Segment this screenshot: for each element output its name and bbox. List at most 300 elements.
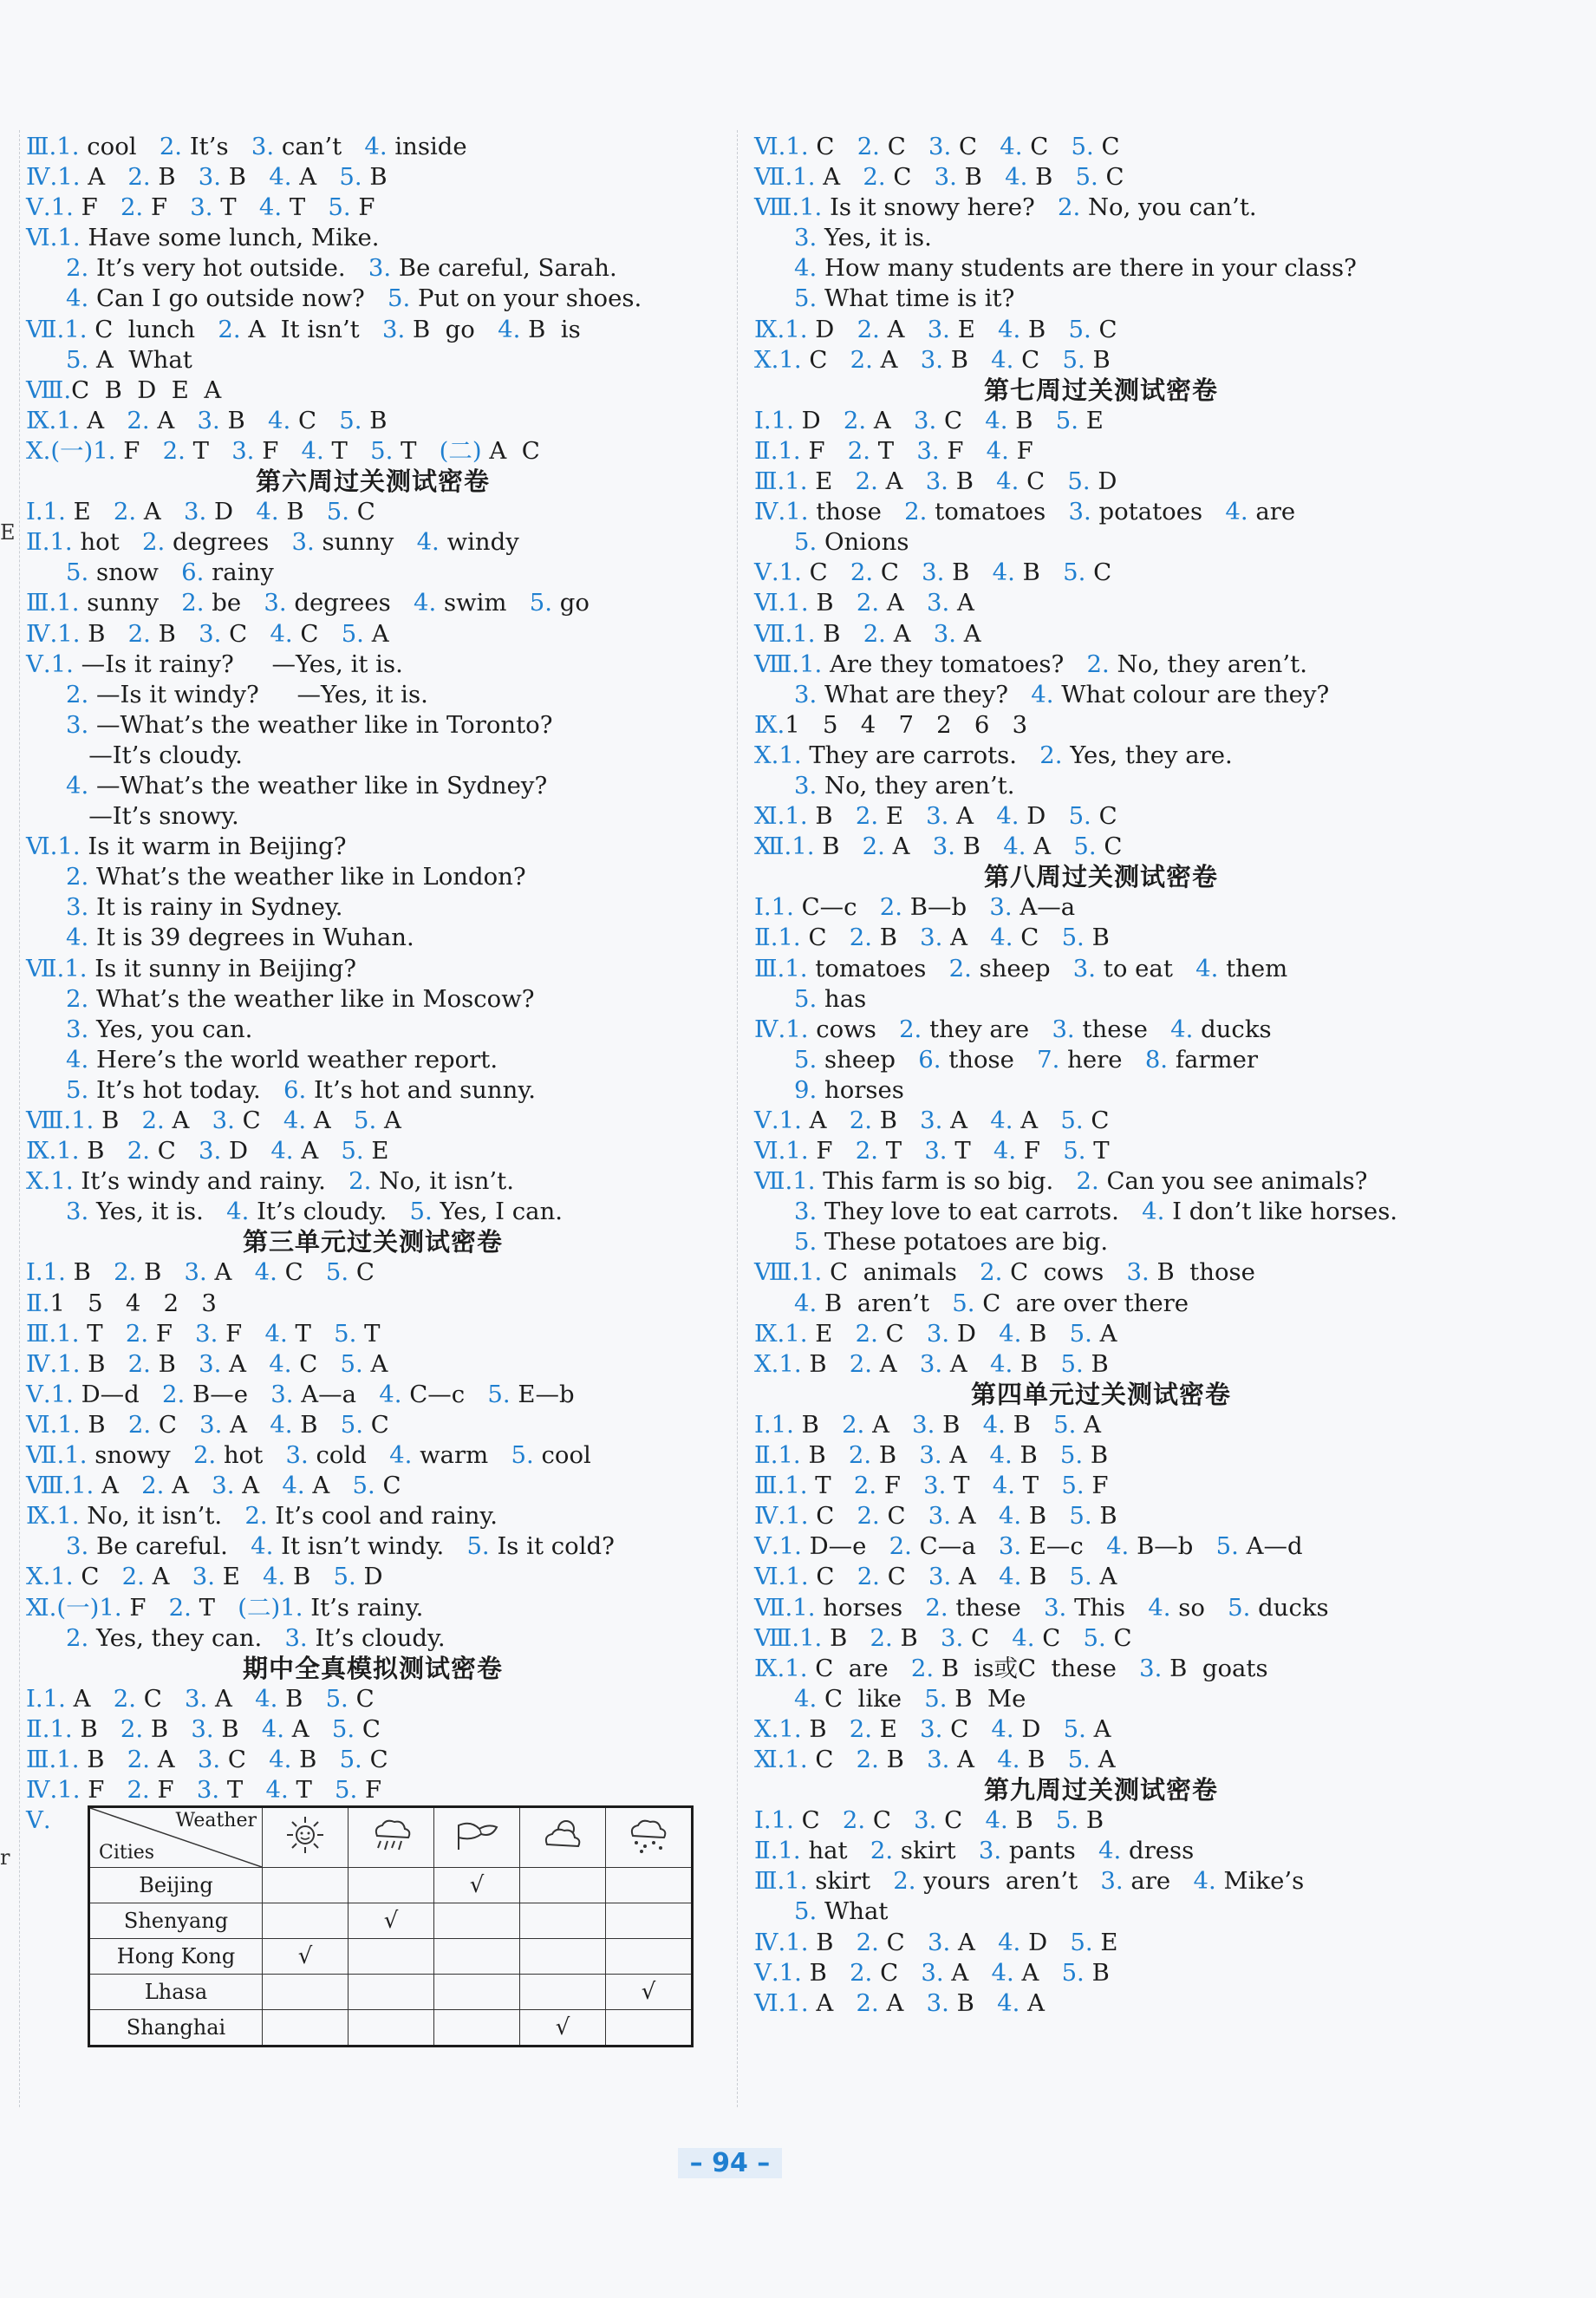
section-marker: Ⅶ. bbox=[26, 954, 65, 983]
answer-text: farmer bbox=[1175, 1045, 1259, 1074]
item-number: 1. bbox=[785, 1472, 808, 1500]
item-number: 3. bbox=[924, 1137, 948, 1165]
item-number: 5. bbox=[1075, 163, 1098, 192]
answer-text: B bbox=[1029, 1563, 1047, 1591]
section-marker: Ⅻ. bbox=[754, 832, 792, 861]
item-number: 3. bbox=[926, 1988, 949, 2017]
answer-line bbox=[26, 1166, 720, 1197]
answer-text: A bbox=[949, 1349, 967, 1378]
answer-text: T bbox=[192, 436, 209, 465]
answer-line bbox=[26, 497, 720, 527]
check-mark: √ bbox=[555, 2014, 570, 2041]
item-number: 1. bbox=[42, 1684, 66, 1713]
item-number: 5. bbox=[1083, 1623, 1106, 1652]
answer-text: go bbox=[559, 589, 590, 617]
answer-line bbox=[26, 680, 720, 710]
answer-text: Here’s the world weather report. bbox=[96, 1045, 498, 1074]
answer-text: D bbox=[1098, 467, 1117, 496]
answer-text: to eat bbox=[1103, 954, 1173, 983]
section-marker: Ⅶ. bbox=[754, 1593, 793, 1622]
item-number: 2. bbox=[870, 1623, 893, 1652]
answer-line bbox=[754, 1562, 1448, 1592]
section-marker: Ⅷ. bbox=[754, 193, 800, 222]
answer-line bbox=[754, 1197, 1448, 1227]
answer-text: Is it cold? bbox=[497, 1532, 615, 1561]
answer-text: T bbox=[289, 193, 306, 222]
answer-text: They are carrots. bbox=[809, 741, 1018, 769]
item-number: 4. bbox=[66, 771, 89, 800]
item-number: 1. bbox=[799, 1623, 823, 1652]
item-number: 2. bbox=[862, 832, 885, 861]
answer-line bbox=[26, 315, 720, 345]
table-row bbox=[89, 1868, 693, 1903]
answer-line bbox=[26, 588, 720, 618]
answer-line bbox=[26, 1410, 720, 1440]
section-marker: Ⅵ. bbox=[754, 1988, 786, 2017]
answer-text: B bbox=[150, 1714, 169, 1743]
item-number: 5. bbox=[1070, 1928, 1093, 1956]
answer-text: A bbox=[215, 1684, 232, 1713]
answer-text: No, they aren’t. bbox=[1117, 650, 1307, 678]
item-number: 3. bbox=[191, 1714, 214, 1743]
table-row bbox=[89, 2010, 693, 2047]
answer-text: B bbox=[88, 619, 106, 648]
answer-text: No, you can’t. bbox=[1087, 193, 1257, 222]
item-number: 1. bbox=[785, 467, 808, 496]
answer-text: T bbox=[87, 1319, 103, 1348]
answer-text: C animals bbox=[830, 1258, 957, 1287]
item-number: 1. bbox=[57, 1776, 81, 1805]
item-number: 2. bbox=[349, 1167, 372, 1196]
answer-text: C bbox=[1091, 1107, 1110, 1134]
answer-text: ducks bbox=[1258, 1593, 1329, 1622]
item-number: 2. bbox=[127, 406, 150, 434]
answer-text: hot bbox=[80, 528, 120, 557]
answer-text: A bbox=[157, 406, 175, 434]
section-marker: Ⅲ. bbox=[754, 467, 785, 496]
answer-text: B bbox=[809, 1958, 827, 1987]
item-number: 1. bbox=[778, 1107, 802, 1134]
answer-text: potatoes bbox=[1098, 498, 1203, 526]
item-number: 3. bbox=[264, 589, 287, 617]
answer-text: C bbox=[816, 1563, 835, 1591]
item-number: 3. bbox=[199, 1349, 222, 1378]
item-number: 1. bbox=[778, 345, 802, 374]
item-number: 5. bbox=[466, 1532, 490, 1561]
answer-text: E bbox=[1100, 1928, 1118, 1956]
item-number: 4. bbox=[794, 254, 818, 283]
section-marker: Ⅺ. bbox=[26, 1593, 57, 1622]
item-number: 2. bbox=[127, 1745, 150, 1773]
item-number: 4. bbox=[1193, 1867, 1216, 1896]
answer-text: A C bbox=[489, 436, 540, 465]
answer-text: C B D E A bbox=[71, 375, 222, 404]
answer-text: A bbox=[157, 1745, 175, 1773]
answer-text: C cows bbox=[1010, 1258, 1104, 1287]
answer-text: hat bbox=[808, 1837, 848, 1865]
item-number: 4. bbox=[999, 1563, 1022, 1591]
item-number: 1. bbox=[778, 1441, 801, 1470]
item-number: 3. bbox=[919, 1441, 942, 1470]
answer-text: cold bbox=[316, 1441, 367, 1470]
item-number: 5. bbox=[1061, 1958, 1085, 1987]
answer-text: C bbox=[809, 558, 828, 587]
item-number: 2. bbox=[863, 163, 886, 192]
item-number: 4. bbox=[989, 1441, 1013, 1470]
city-cell: Hong Kong bbox=[89, 1939, 263, 1975]
answer-line bbox=[26, 436, 720, 467]
answer-line bbox=[754, 527, 1448, 558]
item-number: 1. bbox=[49, 1714, 73, 1743]
section-marker: Ⅱ. bbox=[754, 924, 778, 952]
item-number: (一)1. bbox=[56, 1593, 122, 1622]
item-number: 1. bbox=[778, 1714, 802, 1743]
answer-text: C bbox=[370, 1410, 389, 1439]
answer-text: these bbox=[1082, 1015, 1148, 1043]
answer-text: B bbox=[1029, 1319, 1047, 1348]
item-number: 4. bbox=[998, 1502, 1022, 1531]
answer-line bbox=[26, 253, 720, 284]
item-number: 1. bbox=[785, 1137, 809, 1165]
answer-line bbox=[754, 832, 1448, 862]
item-number: 4. bbox=[258, 193, 283, 222]
item-number: 4. bbox=[498, 315, 521, 343]
answer-line bbox=[754, 984, 1448, 1015]
answer-text: those bbox=[948, 1045, 1014, 1074]
item-number: 3. bbox=[912, 1410, 935, 1439]
answer-column-left bbox=[26, 132, 720, 2041]
answer-text: What are they? bbox=[824, 680, 1009, 708]
answer-text: B bbox=[158, 619, 176, 648]
answer-text: B bbox=[816, 589, 834, 617]
item-number: 2. bbox=[847, 436, 871, 465]
answer-text: B bbox=[299, 1745, 317, 1773]
answer-line bbox=[26, 1106, 720, 1136]
answer-line bbox=[26, 1380, 720, 1410]
answer-text: T bbox=[226, 1776, 244, 1805]
answer-line bbox=[26, 1623, 720, 1654]
item-number: 1. bbox=[64, 954, 88, 983]
answer-text: C bbox=[816, 1502, 835, 1531]
answer-text: I don’t like horses. bbox=[1172, 1198, 1398, 1226]
answer-text: B bbox=[900, 1623, 918, 1652]
item-number: 1. bbox=[50, 1380, 74, 1408]
answer-text: be bbox=[212, 589, 242, 617]
answer-text: E bbox=[957, 315, 975, 343]
answer-text: A bbox=[1084, 1410, 1101, 1439]
answer-text: Yes, they are. bbox=[1070, 741, 1233, 769]
answer-line bbox=[754, 315, 1448, 345]
item-number: 4. bbox=[1195, 954, 1219, 983]
answer-line bbox=[26, 1471, 720, 1501]
answer-line bbox=[754, 467, 1448, 497]
answer-line bbox=[754, 1501, 1448, 1531]
item-number: 2. bbox=[856, 589, 880, 617]
answer-text: E bbox=[879, 1714, 897, 1743]
item-number: 1. bbox=[792, 619, 816, 648]
section-marker: Ⅲ. bbox=[26, 133, 57, 160]
item-number: 2. bbox=[127, 1137, 150, 1165]
item-number: 5. bbox=[388, 284, 411, 313]
answer-text: A bbox=[816, 1988, 834, 2017]
weather-cell bbox=[606, 1975, 693, 2010]
answer-line bbox=[754, 193, 1448, 223]
item-number: 1. bbox=[771, 1806, 794, 1835]
answer-text: A bbox=[230, 1410, 248, 1439]
answer-text: A bbox=[172, 1472, 190, 1500]
section-marker: Ⅲ. bbox=[754, 1472, 785, 1500]
item-number: 1. bbox=[56, 1502, 80, 1531]
section-marker: Ⅶ. bbox=[754, 619, 793, 648]
item-number: 1. bbox=[799, 650, 823, 678]
answer-line bbox=[26, 741, 720, 771]
answer-text: —What’s the weather like in Sydney? bbox=[96, 771, 548, 800]
answer-text: B bbox=[886, 1745, 904, 1773]
answer-text: D bbox=[815, 315, 835, 343]
item-number: 5. bbox=[1228, 1593, 1251, 1622]
item-number: 2. bbox=[855, 467, 878, 496]
answer-line bbox=[754, 741, 1448, 771]
answer-text: A bbox=[143, 498, 161, 526]
city-cell: Shanghai bbox=[89, 2010, 263, 2047]
section-marker: Ⅸ. bbox=[26, 1502, 57, 1531]
answer-text: A—a bbox=[1019, 893, 1076, 922]
item-number: 1. bbox=[785, 954, 808, 983]
item-number: 4. bbox=[269, 163, 292, 192]
answer-text: C bbox=[297, 406, 316, 434]
answer-text: C bbox=[300, 619, 319, 648]
item-number: 5. bbox=[339, 406, 362, 434]
answer-text: D bbox=[363, 1563, 383, 1591]
answer-text: C bbox=[1026, 467, 1046, 496]
item-number: 2. bbox=[159, 133, 183, 160]
item-number: 5. bbox=[1053, 1410, 1077, 1439]
item-number: (一)1. bbox=[50, 436, 116, 465]
item-number: 2. bbox=[850, 558, 874, 587]
margin-mark-e: E bbox=[0, 520, 16, 545]
item-number: 3. bbox=[919, 1349, 943, 1378]
answer-text: D bbox=[229, 1137, 249, 1165]
answer-text: T bbox=[295, 1319, 311, 1348]
item-number: 9. bbox=[794, 1075, 818, 1104]
answer-text: T bbox=[296, 1776, 312, 1805]
answer-text: C bbox=[816, 133, 835, 160]
item-number: 6. bbox=[181, 558, 205, 587]
answer-text: B bbox=[808, 1441, 826, 1470]
section-marker: Ⅱ. bbox=[754, 1837, 778, 1865]
item-number: 1. bbox=[57, 224, 81, 252]
answer-text: A—d bbox=[1246, 1532, 1303, 1561]
item-number: 2. bbox=[842, 1410, 865, 1439]
answer-line bbox=[26, 923, 720, 953]
item-number: 3. bbox=[185, 1684, 208, 1713]
item-number: 4. bbox=[990, 1107, 1013, 1134]
item-number: 5. bbox=[409, 1198, 433, 1226]
section-marker: Ⅹ. bbox=[754, 1349, 779, 1378]
answer-text: D—d bbox=[81, 1380, 140, 1408]
item-number: 5. bbox=[333, 1563, 356, 1591]
answer-text: tomatoes bbox=[815, 954, 927, 983]
section-marker: Ⅵ. bbox=[754, 1137, 786, 1165]
item-number: 2. bbox=[850, 1958, 873, 1987]
item-number: 2. bbox=[948, 954, 972, 983]
item-number: 3. bbox=[920, 924, 943, 952]
item-number: 4. bbox=[997, 1988, 1020, 2017]
answer-text: cool bbox=[541, 1441, 591, 1470]
item-number: 4. bbox=[270, 1410, 293, 1439]
item-number: 1. bbox=[57, 619, 81, 648]
item-number: 1. bbox=[71, 1107, 94, 1134]
weather-cell bbox=[606, 1903, 693, 1939]
section-marker: Ⅱ. bbox=[26, 528, 50, 557]
answer-text: What colour are they? bbox=[1061, 680, 1330, 708]
item-number: 1. bbox=[785, 589, 809, 617]
answer-text: B bbox=[962, 832, 980, 861]
answer-text: C—a bbox=[919, 1532, 976, 1561]
answer-text: B bbox=[101, 1107, 120, 1134]
answer-text: It’s cloudy. bbox=[257, 1198, 388, 1226]
item-number: 4. bbox=[1003, 832, 1026, 861]
item-number: 2. bbox=[842, 1806, 866, 1835]
item-number: 5. bbox=[341, 619, 364, 648]
answer-text: can’t bbox=[281, 133, 342, 160]
section-marker: Ⅳ. bbox=[754, 498, 786, 526]
answer-text: B bbox=[955, 467, 974, 496]
item-number: 1. bbox=[791, 832, 815, 861]
answer-text: T bbox=[877, 436, 895, 465]
item-number: 3. bbox=[1100, 1867, 1124, 1896]
item-number: 3. bbox=[927, 1745, 950, 1773]
answer-text: A bbox=[1099, 1319, 1117, 1348]
answer-text: B bbox=[73, 1258, 91, 1287]
answer-line bbox=[754, 1958, 1448, 1988]
item-number: 4. bbox=[265, 1776, 289, 1805]
item-number: 5. bbox=[529, 589, 552, 617]
section-marker: Ⅲ. bbox=[26, 1745, 57, 1773]
answer-line bbox=[754, 1136, 1448, 1166]
answer-text: These potatoes are big. bbox=[824, 1228, 1109, 1257]
section-marker: Ⅰ. bbox=[754, 1806, 772, 1835]
weather-cell bbox=[520, 1868, 606, 1903]
item-number: 3. bbox=[199, 619, 222, 648]
answer-text: C bbox=[299, 1349, 318, 1378]
section-marker: Ⅰ. bbox=[26, 498, 43, 526]
item-number: 3. bbox=[66, 1532, 89, 1561]
answer-text: Yes, it is. bbox=[96, 1198, 204, 1226]
answer-line bbox=[26, 193, 720, 223]
item-number: 2. bbox=[857, 315, 880, 343]
item-number: 4. bbox=[1142, 1198, 1165, 1226]
item-number: 4. bbox=[255, 1684, 278, 1713]
item-number: 5. bbox=[1055, 406, 1078, 434]
item-number: 2. bbox=[855, 1319, 878, 1348]
check-mark: √ bbox=[297, 1943, 313, 1970]
answer-text: C bbox=[886, 1928, 905, 1956]
answer-text: warm bbox=[420, 1441, 489, 1470]
column-divider-center bbox=[737, 130, 738, 2107]
answer-text: B bbox=[879, 924, 897, 952]
section-marker: Ⅹ. bbox=[26, 1563, 51, 1591]
item-number: 3. bbox=[794, 224, 818, 252]
answer-text: C lunch bbox=[94, 315, 196, 343]
section-heading: 第八周过关测试密卷 bbox=[983, 862, 1218, 892]
item-number: 1. bbox=[50, 650, 74, 678]
item-number: 3. bbox=[184, 1258, 207, 1287]
item-number: 2. bbox=[66, 984, 89, 1013]
item-number: 1. bbox=[785, 1745, 808, 1773]
answer-text: E—c bbox=[1028, 1532, 1084, 1561]
answer-text: A bbox=[958, 1563, 976, 1591]
section-marker: Ⅴ. bbox=[754, 1958, 779, 1987]
item-number: 3. bbox=[197, 1745, 221, 1773]
answer-line bbox=[754, 1928, 1448, 1958]
item-number: 7. bbox=[1037, 1045, 1060, 1074]
item-number: 3. bbox=[66, 710, 89, 739]
item-number: 4. bbox=[990, 924, 1013, 952]
answer-text: C bbox=[815, 1745, 834, 1773]
answer-line bbox=[26, 954, 720, 984]
item-number: 2. bbox=[893, 1867, 916, 1896]
answer-text: B bbox=[942, 1410, 961, 1439]
answer-line bbox=[26, 1562, 720, 1592]
answer-text: B bbox=[87, 1745, 105, 1773]
item-number: 2. bbox=[904, 498, 928, 526]
item-number: 1. bbox=[42, 1258, 66, 1287]
answer-text: B Me bbox=[954, 1684, 1026, 1713]
item-number: 6. bbox=[283, 1075, 307, 1104]
answer-text: C bbox=[1101, 133, 1120, 160]
item-number: 1. bbox=[64, 1441, 88, 1470]
answer-text: B bbox=[88, 1410, 106, 1439]
answer-text: T bbox=[364, 1319, 381, 1348]
answer-text: B goats bbox=[1169, 1654, 1268, 1682]
section-marker: Ⅸ. bbox=[754, 1319, 785, 1348]
item-number: 1. bbox=[771, 1410, 794, 1439]
answer-text: C bbox=[355, 1258, 375, 1287]
weather-cell bbox=[520, 1975, 606, 2010]
section-marker: Ⅴ. bbox=[754, 1107, 779, 1134]
answer-text: B bbox=[964, 163, 982, 192]
item-number: 4. bbox=[416, 528, 440, 557]
answer-text: —It’s cloudy. bbox=[66, 741, 243, 769]
item-number: 3. bbox=[368, 254, 392, 283]
item-number: 1. bbox=[785, 1015, 809, 1043]
answer-text: B bbox=[816, 1928, 834, 1956]
section-marker: Ⅸ. bbox=[754, 1654, 785, 1682]
answer-text: windy bbox=[446, 528, 519, 557]
item-number: 5. bbox=[370, 436, 394, 465]
answer-line bbox=[754, 771, 1448, 801]
item-number: 3. bbox=[933, 619, 957, 648]
item-number: 5. bbox=[328, 193, 351, 222]
item-number: 2. bbox=[141, 1107, 165, 1134]
answer-text: B bbox=[1022, 558, 1040, 587]
section-marker: Ⅳ. bbox=[754, 1015, 786, 1043]
item-number: 5. bbox=[952, 1289, 975, 1317]
item-number: 3. bbox=[1072, 954, 1097, 983]
item-number: 1. bbox=[71, 1472, 94, 1500]
answer-line bbox=[754, 1654, 1448, 1684]
answer-text: B bbox=[1028, 315, 1046, 343]
item-number: 1. bbox=[771, 893, 794, 922]
item-number: 1. bbox=[785, 498, 809, 526]
item-number: 3. bbox=[251, 133, 275, 160]
item-number: 1. bbox=[64, 315, 88, 343]
answer-text: C bbox=[1098, 802, 1117, 831]
answer-text: It’s cool and rainy. bbox=[275, 1502, 498, 1531]
answer-text: B bbox=[830, 1623, 848, 1652]
item-number: 2. bbox=[856, 1745, 879, 1773]
